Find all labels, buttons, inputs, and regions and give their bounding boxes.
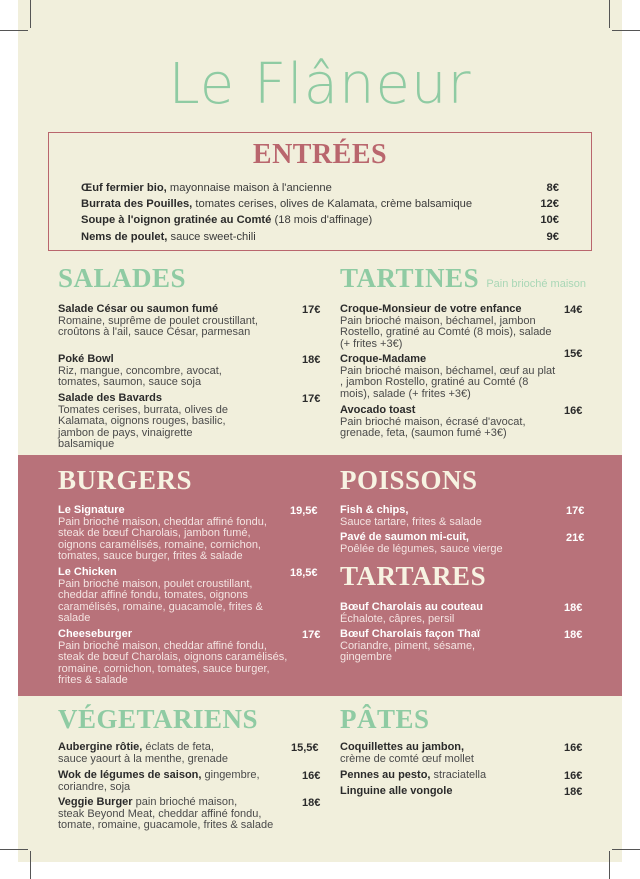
- entrees-section: [48, 132, 592, 251]
- item-name: Poké Bowl: [58, 353, 114, 365]
- item-desc: Romaine, suprême de poulet croustillant, croûtons à l'ail, sauce César, parmesan: [58, 314, 258, 339]
- item-name: Pavé de saumon mi-cuit,: [340, 531, 469, 543]
- item-price: 18,5€: [290, 567, 318, 579]
- item-price: 16€: [564, 770, 583, 782]
- item-name: Linguine alle vongole: [340, 785, 453, 797]
- salades-title: SALADES: [58, 263, 187, 293]
- item-price: 9€: [546, 231, 559, 243]
- item-price: 17€: [302, 393, 321, 405]
- item-desc: Sauce tartare, frites & salade: [340, 515, 482, 528]
- item-desc: Poêlée de légumes, sauce vierge: [340, 542, 503, 555]
- item-desc: (18 mois d'affinage): [271, 214, 373, 226]
- menu-item: [340, 354, 560, 400]
- item-price: 8€: [546, 182, 559, 194]
- item-price: 18€: [564, 786, 583, 798]
- item-price: 16€: [302, 770, 321, 782]
- item-desc: Pain brioché maison, écrasé d'avocat, grenade, feta, (saumon fumé +3€): [340, 415, 526, 440]
- item-desc: steak Beyond Meat, cheddar affiné fondu, tomate, romaine, guacamole, frites & salade: [58, 807, 274, 832]
- item-desc: Pain brioché maison, cheddar affiné fondu, steak de bœuf Charolais, oignons caramélisés, romaine, cornichon, tomates, sauce burger, frites & salade: [58, 639, 288, 687]
- item-name: Le Signature: [58, 504, 125, 516]
- item-desc: Pain brioché maison, cheddar affiné fondu, steak de bœuf Charolais, jambon fumé, oignons caramélisés, romaine, cornichon, tomates, sauce burger, frites & salade: [58, 515, 267, 563]
- item-desc: Pain brioché maison, béchamel, œuf au plat , jambon Rostello, gratiné au Comté (8 mois), salade (+ frites +3€): [340, 364, 556, 400]
- item-desc: crème de comté œuf mollet: [340, 752, 474, 765]
- menu-item: [340, 405, 558, 440]
- item-name: Aubergine rôtie,: [58, 741, 143, 753]
- crop-mark: [612, 30, 640, 31]
- crop-mark: [609, 851, 610, 879]
- menu-item: [340, 770, 550, 782]
- menu-item: [58, 629, 290, 687]
- item-desc: sauce yaourt à la menthe, grenade: [58, 752, 229, 765]
- crop-mark: [0, 849, 28, 850]
- item-price: 19,5€: [290, 505, 318, 517]
- tartines-title-text: TARTINES: [340, 263, 480, 293]
- item-name: Le Chicken: [58, 566, 117, 578]
- menu-item: [340, 629, 505, 664]
- item-name: Pennes au pesto,: [340, 769, 431, 781]
- burgers-title: BURGERS: [58, 465, 193, 495]
- menu-item: [81, 197, 559, 211]
- menu-item: [81, 213, 559, 227]
- item-name: Croque-Madame: [340, 353, 427, 365]
- item-desc: coriandre, soja: [58, 780, 131, 793]
- menu-item: [340, 505, 550, 528]
- item-name: Avocado toast: [340, 404, 416, 416]
- item-name: Veggie Burger: [58, 796, 133, 808]
- poissons-title: POISSONS: [340, 465, 478, 495]
- item-price: 16€: [564, 742, 583, 754]
- item-name: Fish & chips,: [340, 504, 409, 516]
- item-price: 15€: [564, 348, 583, 360]
- menu-item: [58, 742, 290, 765]
- item-desc: Échalote, câpres, persil: [340, 612, 455, 625]
- item-name: Bœuf Charolais au couteau: [340, 601, 484, 613]
- menu-item: [340, 786, 550, 798]
- item-price: 18€: [302, 354, 321, 366]
- item-desc: tomates cerises, olives de Kalamata, crème balsamique: [192, 198, 473, 210]
- item-price: 18€: [564, 602, 583, 614]
- item-desc: Pain brioché maison, béchamel, jambon Rostello, gratiné au Comté (8 mois), salade (+ frites +3€): [340, 314, 552, 350]
- item-desc: Tomates cerises, burrata, olives de Kalamata, oignons rouges, basilic, jambon de pays, vinaigrette balsamique: [58, 403, 228, 451]
- item-name: Œuf fermier bio,: [81, 182, 167, 194]
- item-name: Salade César ou saumon fumé: [58, 303, 219, 315]
- item-price: 18€: [564, 629, 583, 641]
- item-price: 12€: [540, 198, 559, 210]
- tartines-title: [340, 263, 586, 294]
- item-desc: éclats de feta,: [142, 741, 214, 753]
- crop-mark: [0, 30, 28, 31]
- pates-title: PÂTES: [340, 704, 430, 734]
- menu-item: [340, 602, 550, 625]
- menu-item: [58, 770, 290, 793]
- crop-mark: [30, 851, 31, 879]
- item-name: Nems de poulet,: [81, 231, 168, 243]
- menu-item: [81, 230, 559, 244]
- item-desc: straciatella: [430, 769, 487, 781]
- restaurant-logo: Le Flâneur: [168, 52, 472, 117]
- item-name: Wok de légumes de saison,: [58, 769, 202, 781]
- item-price: 15,5€: [291, 742, 319, 754]
- item-name: Salade des Bavards: [58, 392, 162, 404]
- menu-item: [81, 181, 559, 195]
- menu-item: [58, 505, 280, 563]
- item-desc: sauce sweet-chili: [167, 231, 256, 243]
- item-desc: pain brioché maison,: [132, 796, 238, 808]
- item-price: 21€: [566, 532, 585, 544]
- item-price: 17€: [566, 505, 585, 517]
- item-desc: Coriandre, piment, sésame, gingembre: [340, 639, 476, 664]
- item-desc: mayonnaise maison à l'ancienne: [166, 182, 332, 194]
- tartares-title: TARTARES: [340, 561, 487, 591]
- menu-item: [58, 393, 248, 451]
- menu-item: [58, 304, 263, 339]
- crop-mark: [612, 849, 640, 850]
- menu-item: [340, 742, 550, 765]
- item-desc: gingembre,: [201, 769, 260, 781]
- item-desc: Riz, mangue, concombre, avocat, tomates, saumon, sauce soja: [58, 364, 222, 389]
- item-price: 17€: [302, 304, 321, 316]
- item-name: Cheeseburger: [58, 628, 132, 640]
- menu-item: [340, 304, 558, 350]
- menu-item: [340, 532, 550, 555]
- tartines-subtitle: Pain brioché maison: [486, 278, 587, 290]
- menu-item: [58, 354, 263, 389]
- item-price: 10€: [540, 214, 559, 226]
- crop-mark: [30, 0, 31, 28]
- item-price: 14€: [564, 304, 583, 316]
- item-name: Bœuf Charolais façon Thaï: [340, 628, 480, 640]
- entrees-title: ENTRÉES: [252, 139, 388, 170]
- item-name: Burrata des Pouilles,: [81, 198, 193, 210]
- item-price: 18€: [302, 797, 321, 809]
- item-price: 17€: [302, 629, 321, 641]
- item-name: Croque-Monsieur de votre enfance: [340, 303, 522, 315]
- item-desc: Pain brioché maison, poulet croustillant, cheddar affiné fondu, tomates, oignons caramélisés, romaine, guacamole, frites & salade: [58, 577, 263, 625]
- item-name: Coquillettes au jambon,: [340, 741, 465, 753]
- menu-item: [58, 567, 280, 625]
- item-name: Soupe à l'oignon gratinée au Comté: [81, 214, 272, 226]
- item-price: 16€: [564, 405, 583, 417]
- menu-item: [58, 797, 290, 832]
- crop-mark: [609, 0, 610, 28]
- vegetariens-title: VÉGETARIENS: [58, 704, 259, 734]
